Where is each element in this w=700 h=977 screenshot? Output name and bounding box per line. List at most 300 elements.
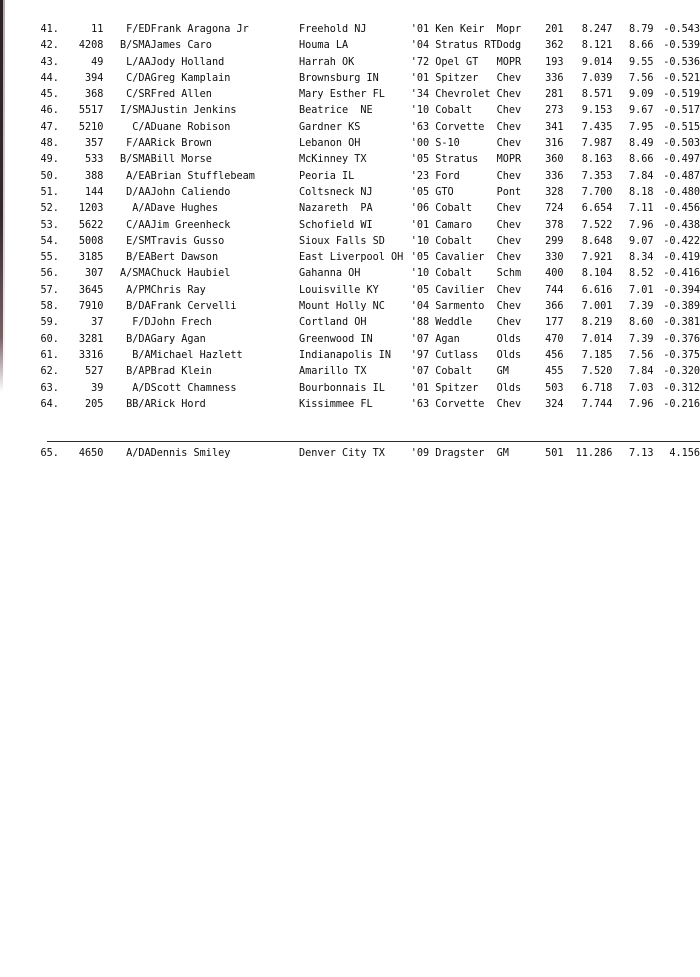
cell-vehicle: '07 Cobalt [410,366,473,378]
results-table [34,22,700,462]
cell-class: C/AA [126,219,151,231]
cell-make: Olds [496,382,522,394]
cell-et: 8.163 [581,154,613,166]
cell-make: Chev [496,89,522,101]
cell-driver: Greg Kamplain [150,72,231,84]
cell-diff: -0.515 [663,121,700,133]
results-table-body [34,22,700,462]
cell-ci: 316 [545,138,564,150]
cell-class: C/A [132,121,151,133]
table-row [34,55,700,71]
cell-car-number: 3645 [78,284,104,296]
cell-dial: 7.84 [629,366,654,378]
cell-position: 47. [40,121,59,133]
cell-position: 50. [40,170,59,182]
cell-ci: 501 [545,447,564,459]
cell-hometown: Houma LA [299,40,349,52]
cell-class: A/D [132,382,151,394]
cell-vehicle: '05 Cavilier [410,284,485,296]
cell-dial: 9.07 [629,235,654,247]
cell-vehicle: '06 Cobalt [410,203,473,215]
cell-driver: Jim Greenheck [150,219,231,231]
cell-driver: Dave Hughes [150,203,219,215]
cell-driver: James Caro [150,40,212,52]
cell-class: BB/A [126,398,151,410]
cell-class: B/AP [126,366,151,378]
cell-dial: 9.67 [629,105,654,117]
cell-et: 8.571 [581,89,613,101]
cell-make: Chev [496,398,522,410]
cell-hometown: Schofield WI [299,219,373,231]
cell-hometown: Kissimmee FL [299,398,373,410]
cell-class: D/AA [126,186,151,198]
cell-diff: -0.375 [663,349,700,361]
cell-vehicle: '72 Opel GT [410,56,479,68]
cell-make: Pont [496,186,522,198]
cell-ci: 744 [545,284,564,296]
cell-driver: Gary Agan [150,333,206,345]
cell-car-number: 205 [85,398,104,410]
cell-make: Chev [496,235,522,247]
cell-ci: 328 [545,186,564,198]
cell-car-number: 3316 [78,349,104,361]
cell-vehicle: '10 Cobalt [410,268,473,280]
cell-make: GM [496,447,509,459]
cell-et: 7.744 [581,398,613,410]
cell-ci: 400 [545,268,564,280]
cell-et: 7.700 [581,186,613,198]
table-row [34,38,700,54]
cell-car-number: 39 [91,382,104,394]
cell-car-number: 5622 [78,219,104,231]
cell-driver: Brian Stufflebeam [150,170,255,182]
cell-car-number: 307 [85,268,104,280]
cell-hometown: Freehold NJ [299,24,367,35]
cell-car-number: 4650 [78,447,104,459]
table-row [34,299,700,315]
cell-ci: 341 [545,121,564,133]
cell-diff: -0.503 [663,138,700,150]
cell-car-number: 388 [85,170,104,182]
cell-vehicle: '23 Ford [410,170,460,182]
cell-hometown: Mary Esther FL [299,89,385,101]
cell-class: B/SMA [119,40,151,52]
cell-class: F/AA [126,138,151,150]
cell-hometown: Cortland OH [299,317,367,329]
cell-dial: 7.56 [629,349,654,361]
cell-hometown: Indianapolis IN [299,349,392,361]
cell-class: L/AA [126,56,151,68]
cell-vehicle: '10 Cobalt [410,105,473,117]
table-row [34,22,700,38]
cell-ci: 324 [545,398,564,410]
cell-car-number: 5517 [78,105,104,117]
cell-class: E/SM [126,235,151,247]
cell-et: 6.718 [581,382,613,394]
cell-make: Chev [496,121,522,133]
cell-et: 7.185 [581,349,613,361]
cell-et: 8.121 [581,40,613,52]
cell-diff: -0.536 [663,56,700,68]
cell-make: Chev [496,203,522,215]
cell-make: Schm [496,268,522,280]
cell-et: 7.039 [581,72,613,84]
cell-driver: Duane Robison [150,121,231,133]
cell-driver: Chris Ray [150,284,206,296]
section-separator-cell [34,429,700,445]
cell-car-number: 3185 [78,252,104,264]
cell-dial: 7.39 [629,333,654,345]
cell-et: 7.987 [581,138,613,150]
cell-class: B/A [132,349,151,361]
cell-et: 9.153 [581,105,613,117]
cell-driver: Bert Dawson [150,252,219,264]
cell-hometown: McKinney TX [299,154,367,166]
cell-position: 53. [40,219,59,231]
cell-make: Chev [496,105,522,117]
cell-dial: 8.52 [629,268,654,280]
cell-driver: Rick Brown [150,138,212,150]
cell-class: A/PM [126,284,151,296]
cell-ci: 362 [545,40,564,52]
cell-hometown: Coltsneck NJ [299,186,373,198]
cell-driver: John Caliendo [150,186,231,198]
cell-dial: 8.34 [629,252,654,264]
cell-position: 61. [40,349,59,361]
cell-position: 64. [40,398,59,410]
cell-class: I/SMA [119,105,151,117]
cell-ci: 201 [545,24,564,35]
cell-class: B/DA [126,333,151,345]
cell-diff: -0.394 [663,284,700,296]
table-row [34,136,700,152]
separator-line [47,441,700,442]
cell-class: B/EA [126,252,151,264]
cell-diff: 4.156 [669,447,700,459]
cell-diff: -0.517 [663,105,700,117]
cell-ci: 455 [545,366,564,378]
cell-position: 49. [40,154,59,166]
cell-diff: -0.539 [663,40,700,52]
cell-ci: 503 [545,382,564,394]
cell-position: 54. [40,235,59,247]
cell-dial: 8.79 [629,24,654,35]
cell-driver: Chuck Haubiel [150,268,231,280]
scan-edge-artifact-soft [3,0,5,380]
cell-car-number: 1203 [78,203,104,215]
cell-et: 8.648 [581,235,613,247]
cell-driver: Fred Allen [150,89,212,101]
table-row [34,185,700,201]
cell-dial: 7.11 [629,203,654,215]
table-row [34,266,700,282]
cell-driver: Brad Klein [150,366,212,378]
cell-class: A/EA [126,170,151,182]
cell-diff: -0.521 [663,72,700,84]
cell-diff: -0.438 [663,219,700,231]
cell-make: Chev [496,219,522,231]
cell-dial: 7.03 [629,382,654,394]
cell-dial: 8.60 [629,317,654,329]
cell-make: Chev [496,301,522,313]
cell-diff: -0.416 [663,268,700,280]
cell-make: Chev [496,284,522,296]
cell-position: 41. [40,24,59,35]
cell-driver: John Frech [150,317,212,329]
cell-hometown: Mount Holly NC [299,301,385,313]
table-row [34,364,700,380]
cell-position: 60. [40,333,59,345]
cell-position: 44. [40,72,59,84]
cell-make: Chev [496,170,522,182]
cell-car-number: 5008 [78,235,104,247]
cell-vehicle: '05 Stratus [410,154,479,166]
cell-vehicle: '00 S-10 [410,138,460,150]
cell-position: 63. [40,382,59,394]
cell-hometown: Peoria IL [299,170,355,182]
cell-hometown: East Liverpool OH [299,252,404,264]
cell-dial: 8.49 [629,138,654,150]
table-row [34,103,700,119]
cell-hometown: Nazareth PA [299,203,373,215]
table-row [34,315,700,331]
cell-class: F/ED [126,24,151,35]
cell-ci: 273 [545,105,564,117]
cell-position: 57. [40,284,59,296]
cell-car-number: 368 [85,89,104,101]
cell-diff: -0.216 [663,398,700,410]
cell-make: Mopr [496,24,522,35]
cell-make: Chev [496,72,522,84]
cell-car-number: 533 [85,154,104,166]
cell-class: A/SMA [119,268,151,280]
cell-diff: -0.456 [663,203,700,215]
table-row [34,234,700,250]
cell-vehicle: '88 Weddle [410,317,473,329]
cell-hometown: Sioux Falls SD [299,235,385,247]
cell-diff: -0.389 [663,301,700,313]
cell-ci: 456 [545,349,564,361]
cell-hometown: Brownsburg IN [299,72,379,84]
cell-car-number: 3281 [78,333,104,345]
cell-position: 45. [40,89,59,101]
cell-diff: -0.543 [663,24,700,35]
cell-ci: 299 [545,235,564,247]
cell-dial: 9.09 [629,89,654,101]
cell-hometown: Denver City TX [299,447,385,459]
cell-diff: -0.376 [663,333,700,345]
cell-diff: -0.312 [663,382,700,394]
cell-car-number: 144 [85,186,104,198]
cell-make: Chev [496,317,522,329]
cell-car-number: 7910 [78,301,104,313]
cell-position: 51. [40,186,59,198]
cell-vehicle: '09 Dragster [410,447,485,459]
cell-et: 11.286 [575,447,613,459]
cell-make: MOPR [496,154,522,166]
cell-dial: 7.84 [629,170,654,182]
cell-driver: Dennis Smiley [150,447,231,459]
table-row [34,71,700,87]
cell-et: 6.654 [581,203,613,215]
cell-vehicle: '05 GTO [410,186,454,198]
cell-position: 59. [40,317,59,329]
cell-ci: 330 [545,252,564,264]
table-row [34,283,700,299]
cell-car-number: 4208 [78,40,104,52]
cell-driver: Frank Cervelli [150,301,237,313]
cell-hometown: Beatrice NE [299,105,373,117]
cell-car-number: 357 [85,138,104,150]
cell-hometown: Bourbonnais IL [299,382,385,394]
cell-vehicle: '04 Stratus RT [410,40,497,52]
table-row [34,446,700,462]
cell-dial: 7.39 [629,301,654,313]
cell-vehicle: '63 Corvette [410,121,485,133]
cell-et: 7.435 [581,121,613,133]
cell-dial: 7.95 [629,121,654,133]
cell-vehicle: '01 Camaro [410,219,473,231]
cell-car-number: 11 [91,24,104,35]
cell-driver: Scott Chamness [150,382,237,394]
section-separator [34,429,700,445]
cell-position: 56. [40,268,59,280]
cell-et: 8.219 [581,317,613,329]
cell-car-number: 37 [91,317,104,329]
cell-driver: Justin Jenkins [150,105,237,117]
cell-vehicle: '97 Cutlass [410,349,479,361]
cell-diff: -0.487 [663,170,700,182]
cell-class: B/DA [126,301,151,313]
cell-et: 7.014 [581,333,613,345]
cell-class: B/SMA [119,154,151,166]
cell-ci: 360 [545,154,564,166]
cell-et: 7.001 [581,301,613,313]
cell-diff: -0.519 [663,89,700,101]
cell-make: Olds [496,349,522,361]
cell-diff: -0.480 [663,186,700,198]
cell-vehicle: '04 Sarmento [410,301,485,313]
cell-et: 7.520 [581,366,613,378]
cell-position: 55. [40,252,59,264]
table-row [34,348,700,364]
table-row [34,201,700,217]
cell-driver: Rick Hord [150,398,206,410]
cell-class: F/D [132,317,151,329]
cell-position: 48. [40,138,59,150]
cell-class: A/A [132,203,151,215]
cell-hometown: Greenwood IN [299,333,373,345]
cell-car-number: 5210 [78,121,104,133]
cell-dial: 7.96 [629,219,654,231]
table-row [34,169,700,185]
cell-ci: 470 [545,333,564,345]
cell-make: MOPR [496,56,522,68]
cell-et: 8.104 [581,268,613,280]
cell-et: 7.921 [581,252,613,264]
cell-ci: 281 [545,89,564,101]
cell-driver: Bill Morse [150,154,212,166]
cell-ci: 724 [545,203,564,215]
cell-class: C/DA [126,72,151,84]
cell-vehicle: '01 Ken Keir [410,24,485,35]
cell-et: 8.247 [581,24,613,35]
cell-vehicle: '05 Cavalier [410,252,485,264]
table-row [34,250,700,266]
cell-ci: 193 [545,56,564,68]
table-row [34,332,700,348]
cell-position: 62. [40,366,59,378]
cell-ci: 336 [545,170,564,182]
cell-position: 65. [40,447,59,459]
cell-diff: -0.419 [663,252,700,264]
cell-position: 46. [40,105,59,117]
cell-diff: -0.320 [663,366,700,378]
cell-car-number: 527 [85,366,104,378]
cell-hometown: Harrah OK [299,56,355,68]
table-row [34,397,700,413]
table-spacer-cell [34,413,700,429]
cell-position: 52. [40,203,59,215]
cell-hometown: Louisville KY [299,284,379,296]
cell-diff: -0.381 [663,317,700,329]
cell-dial: 7.13 [629,447,654,459]
cell-hometown: Amarillo TX [299,366,367,378]
cell-driver: Frank Aragona Jr [150,24,249,35]
cell-make: Olds [496,333,522,345]
cell-vehicle: '10 Cobalt [410,235,473,247]
cell-dial: 8.66 [629,154,654,166]
cell-hometown: Gahanna OH [299,268,361,280]
cell-driver: Michael Hazlett [150,349,243,361]
cell-dial: 8.66 [629,40,654,52]
cell-position: 58. [40,301,59,313]
cell-driver: Travis Gusso [150,235,225,247]
table-spacer [34,413,700,429]
cell-et: 6.616 [581,284,613,296]
cell-dial: 8.18 [629,186,654,198]
cell-hometown: Lebanon OH [299,138,361,150]
cell-et: 7.353 [581,170,613,182]
cell-diff: -0.422 [663,235,700,247]
cell-ci: 177 [545,317,564,329]
cell-driver: Jody Holland [150,56,225,68]
cell-car-number: 49 [91,56,104,68]
cell-vehicle: '63 Corvette [410,398,485,410]
cell-dial: 7.01 [629,284,654,296]
cell-position: 43. [40,56,59,68]
cell-dial: 9.55 [629,56,654,68]
cell-vehicle: '07 Agan [410,333,460,345]
table-row [34,87,700,103]
cell-hometown: Gardner KS [299,121,361,133]
cell-vehicle: '34 Chevrolet [410,89,491,101]
cell-make: GM [496,366,509,378]
cell-et: 7.522 [581,219,613,231]
cell-class: C/SR [126,89,151,101]
cell-vehicle: '01 Spitzer [410,72,479,84]
cell-dial: 7.56 [629,72,654,84]
cell-class: A/DA [126,447,151,459]
cell-make: Dodg [496,40,522,52]
cell-diff: -0.497 [663,154,700,166]
table-row [34,218,700,234]
cell-ci: 366 [545,301,564,313]
cell-make: Chev [496,252,522,264]
cell-ci: 378 [545,219,564,231]
table-row [34,152,700,168]
table-row [34,381,700,397]
